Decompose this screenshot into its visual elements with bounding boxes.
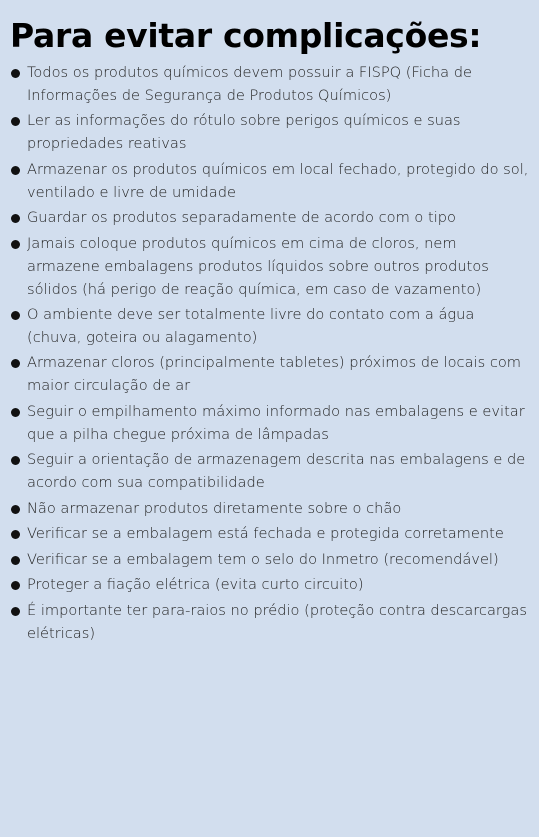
list-item-text: É importante ter para-raios no prédio (proteção contra descarcargas elétricas) [27, 601, 527, 642]
list-item-text: Todos os produtos químicos devem possuir a FISPQ (Ficha de Informações de Segurança de Produtos Químicos) [27, 64, 472, 104]
bullet-icon [11, 581, 20, 590]
list-item [10, 352, 529, 398]
bullet-icon [11, 311, 20, 320]
panel-title: Para evitar complicações: [10, 16, 482, 55]
list-item-text: Verificar se a embalagem está fechada e protegida corretamente [27, 525, 504, 543]
list-item [10, 574, 529, 597]
list-item [10, 549, 529, 572]
bullet-icon [11, 359, 20, 368]
list-item [10, 449, 529, 495]
bullet-icon [11, 117, 20, 126]
bullet-icon [11, 607, 20, 616]
list-item-text: Seguir a orientação de armazenagem descrita nas embalagens e de acordo com sua compatibilidade [27, 451, 526, 492]
list-item-text: Guardar os produtos separadamente de acordo com o tipo [27, 209, 456, 227]
bullet-icon [11, 530, 20, 539]
list-item-text: Jamais coloque produtos químicos em cima de cloros, nem armazene embalagens produtos líquidos sobre outros produtos sólidos (há perigo de reação química, em caso de vazamento) [27, 234, 489, 298]
list-item [10, 110, 529, 156]
bullet-icon [11, 505, 20, 514]
list-item-text: Armazenar os produtos químicos em local fechado, protegido do sol, ventilado e livre de umidade [27, 160, 529, 201]
list-item [10, 304, 529, 350]
list-item [10, 523, 529, 546]
list-item [10, 159, 529, 205]
bullet-icon [11, 166, 20, 175]
bullet-icon [11, 556, 20, 565]
list-item-text: Armazenar cloros (principalmente tabletes) próximos de locais com maior circulação de ar [27, 354, 521, 395]
bullet-icon [11, 456, 20, 465]
list-item [10, 62, 529, 108]
list-item-text: Seguir o empilhamento máximo informado nas embalagens e evitar que a pilha chegue próxima de lâmpadas [27, 402, 525, 443]
recommendation-list [10, 62, 529, 645]
list-item [10, 401, 529, 447]
bullet-icon [11, 214, 20, 223]
bullet-icon [11, 69, 20, 78]
list-item-text: Não armazenar produtos diretamente sobre o chão [27, 499, 402, 517]
list-item-text: Ler as informações do rótulo sobre perigos químicos e suas propriedades reativas [27, 112, 461, 153]
list-item [10, 233, 529, 302]
list-item-text: O ambiente deve ser totalmente livre do contato com a água (chuva, goteira ou alagamento) [27, 306, 475, 346]
list-item-text: Proteger a fiação elétrica (evita curto circuito) [27, 576, 364, 594]
bullet-icon [11, 240, 20, 249]
list-item [10, 498, 529, 521]
list-item [10, 600, 529, 646]
list-item [10, 207, 529, 230]
bullet-icon [11, 408, 20, 417]
list-item-text: Verificar se a embalagem tem o selo do Inmetro (recomendável) [27, 550, 499, 568]
